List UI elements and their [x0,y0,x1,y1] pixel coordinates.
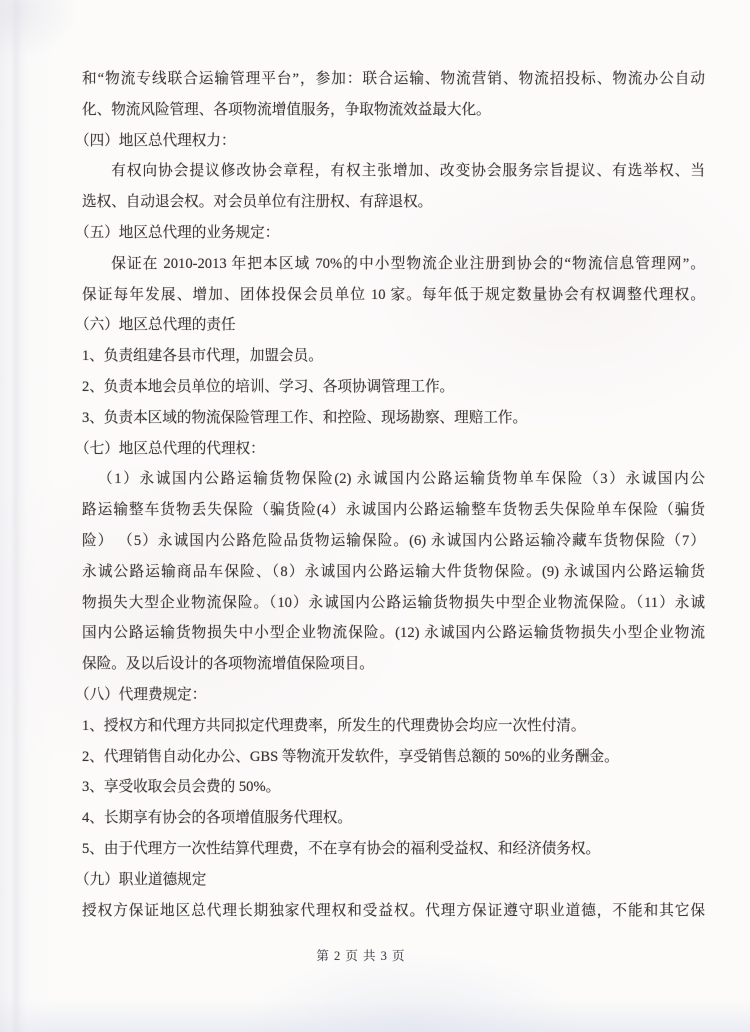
section-heading: （六）地区总代理的责任 [75,317,236,334]
text-line: 物损失大型企业物流保险。（10）永诚国内公路运输货物损失中型企业物流保险。（11）永诚 [82,594,705,611]
text-line: 保险。及以后设计的各项物流增值保险项目。 [82,656,374,673]
text-line: 永诚公路运输商品车保险、（8）永诚国内公路运输大件货物保险。(9) 永诚国内公路运输货 [82,563,705,580]
text-line: 有权向协会提议修改协会章程，有权主张增加、改变协会服务宗旨提议、有选举权、当 [111,163,705,180]
text-line: 2、代理销售自动化办公、GBS 等物流开发软件，享受销售总额的 50%的业务酬金。 [82,748,619,765]
text-line: 1、负责组建各县市代理，加盟会员。 [82,348,323,365]
text-line: 化、物流风险管理、各项物流增值服务，争取物流效益最大化。 [82,101,491,118]
section-heading: （五）地区总代理的业务规定： [75,224,280,241]
text-line: 和“物流专线联合运输管理平台”，参加：联合运输、物流营销、物流招投标、物流办公自动 [82,71,705,87]
text-line: 4、长期享有协会的各项增值服务代理权。 [82,810,352,827]
text-line: 2、负责本地会员单位的培训、学习、各项协调管理工作。 [82,378,455,395]
text-line: 5、由于代理方一次性结算代理费，不在享有协会的福利受益权、和经济债务权。 [82,840,601,857]
section-heading: （七）地区总代理的代理权： [75,440,265,457]
section-heading: （九）职业道德规定 [75,871,207,888]
text-line: 授权方保证地区总代理长期独家代理权和受益权。代理方保证遵守职业道德，不能和其它保 [82,902,705,919]
page-footer: 第 2 页 共 3 页 [316,949,406,963]
text-line: 保证在 2010-2013 年把本区域 70%的中小型物流企业注册到协会的“物流信息管理网”。 [111,255,705,272]
text-line: 3、享受收取会员会费的 50%。 [82,779,281,796]
text-line: 选权、自动退会权。对会员单位有注册权、有辞退权。 [82,194,433,211]
section-heading: （八）代理费规定： [75,686,207,703]
section-heading: （四）地区总代理权力： [75,132,236,149]
text-line: 国内公路运输货物损失中小型企业物流保险。(12) 永诚国内公路运输货物损失小型企业物流 [82,625,705,642]
text-line: 1、授权方和代理方共同拟定代理费率，所发生的代理费协会均应一次性付清。 [82,717,586,734]
text-line: 路运输整车货物丢失保险（骗货险(4）永诚国内公路运输整车货物丢失保险单车保险（骗货 [82,502,705,519]
text-line: 保证每年发展、增加、团体投保会员单位 10 家。每年低于规定数量协会有权调整代理权。 [82,286,705,303]
text-line: 险） （5）永诚国内公路危险品货物运输保险。(6) 永诚国内公路运输冷藏车货物保险（7） [82,532,705,549]
document-body [75,64,705,926]
text-line: 3、负责本区域的物流保险管理工作、和控险、现场勘察、理赔工作。 [82,409,528,426]
text-line: （1）永诚国内公路运输货物保险(2) 永诚国内公路运输货物单车保险（3）永诚国内公 [98,471,705,488]
